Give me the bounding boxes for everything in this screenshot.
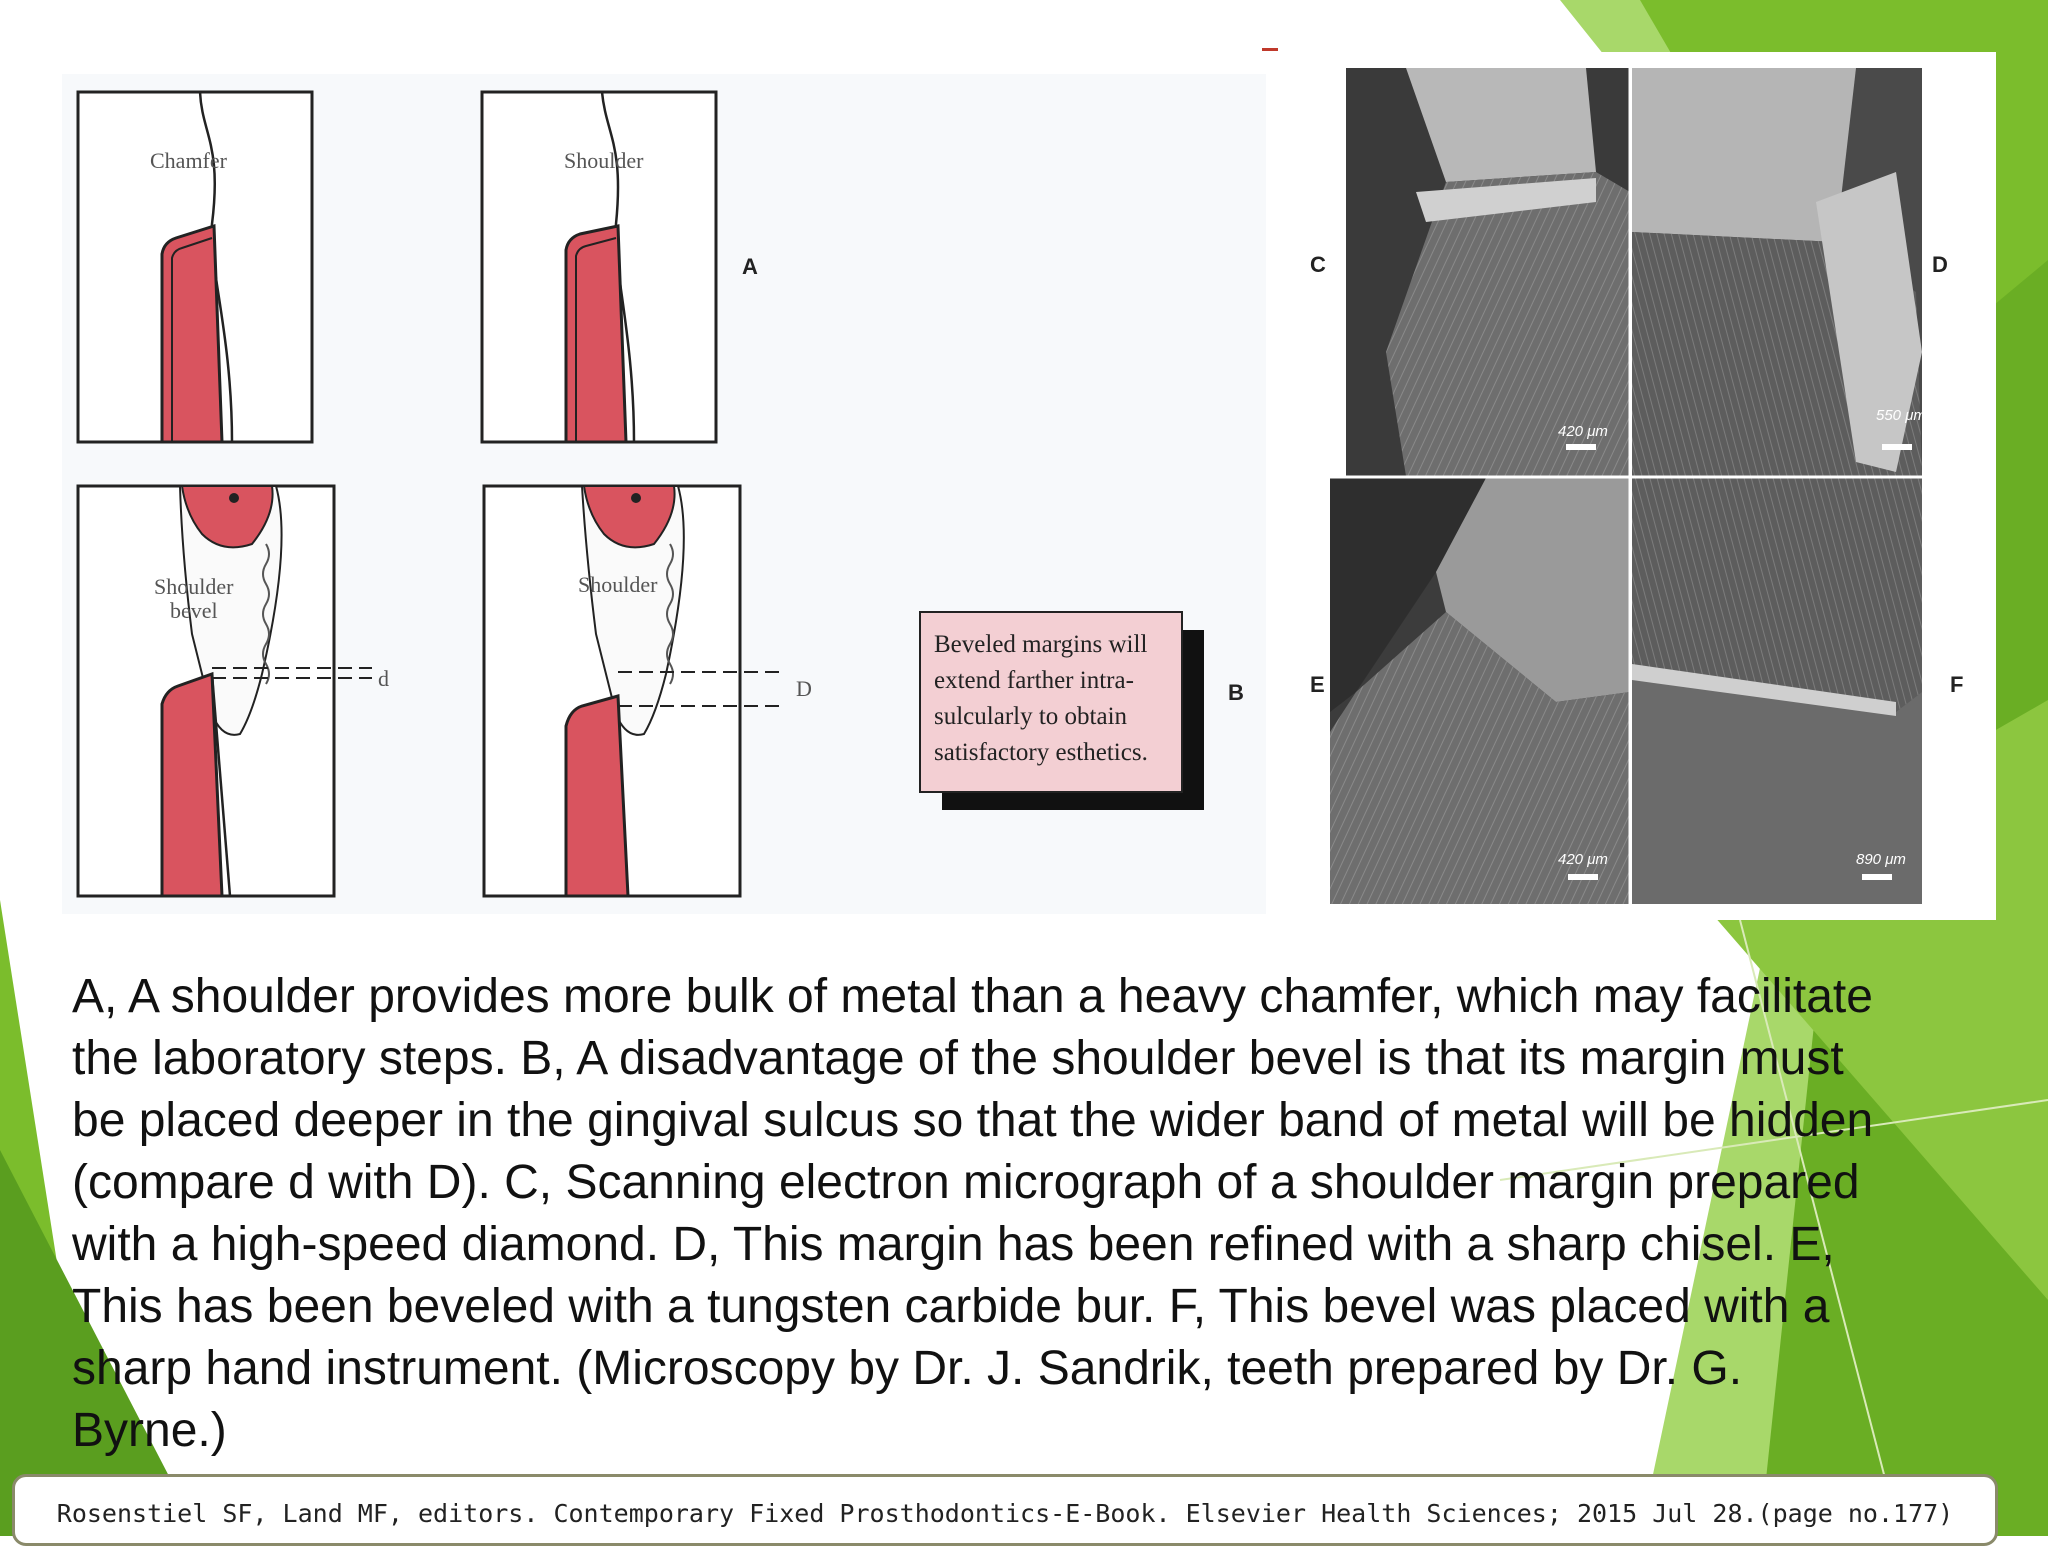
panel-letter-b: B xyxy=(1228,680,1244,705)
panel-letter-e: E xyxy=(1310,672,1325,697)
scale-label-d: 550 μm xyxy=(1876,407,1926,424)
red-dash-mark xyxy=(1262,48,1278,51)
sem-micrograph-figure xyxy=(1296,52,1996,920)
shoulder-b-panel xyxy=(484,486,812,896)
panel-letter-c: C xyxy=(1310,252,1326,277)
panel-letter-f: F xyxy=(1950,672,1964,697)
scale-label-f: 890 μm xyxy=(1856,851,1906,868)
callout-line-3: sulcularly to obtain xyxy=(934,703,1128,730)
shoulder-b-label: Shoulder xyxy=(578,572,658,597)
small-d-label: d xyxy=(378,666,389,691)
scale-label-c: 420 μm xyxy=(1558,423,1608,440)
shoulder-panel xyxy=(482,92,716,442)
chamfer-panel xyxy=(78,92,312,442)
figure-caption: A, A shoulder provides more bulk of metal than a heavy chamfer, which may facilitate the laboratory steps. B, A disadvantage of the shoulder bevel is that its margin must be placed deeper in the gingival sulcus so that the wider band of metal will be hidden (compare d with D). C, Scanning electron micrograph of a shoulder margin prepared with a high-speed diamond. D, This margin has been refined with a sharp chisel. E, This has been beveled with a tungsten carbide bur. F, This bevel was placed with a sharp hand instrument. (Microscopy by Dr. J. Sandrik, teeth prepared by Dr. G. Byrne.) xyxy=(72,970,1874,1457)
shoulder-bevel-label-2: bevel xyxy=(170,598,218,623)
sem-panel-c xyxy=(1346,68,1630,476)
panel-letter-d: D xyxy=(1932,252,1948,277)
shoulder-bevel-panel xyxy=(78,486,389,896)
callout-line-2: extend farther intra- xyxy=(934,667,1134,694)
reference-box xyxy=(12,1474,1998,1546)
callout-line-1: Beveled margins will xyxy=(934,631,1148,658)
chamfer-label: Chamfer xyxy=(150,148,227,173)
sem-micrographs xyxy=(1296,52,1996,920)
sem-panel-f xyxy=(1632,478,1922,904)
big-d-label: D xyxy=(796,676,812,701)
margin-diagram-figure xyxy=(62,74,1266,914)
sem-panel-e xyxy=(1330,478,1630,904)
shoulder-bevel-label-1: Shoulder xyxy=(154,574,234,599)
scale-label-e: 420 μm xyxy=(1558,851,1608,868)
reference-text: Rosenstiel SF, Land MF, editors. Contemporary Fixed Prosthodontics-E-Book. Elsevier Health Sciences; 2015 Jul 28.(page no.177) xyxy=(56,1499,1954,1528)
margin-diagrams xyxy=(62,74,1266,914)
shoulder-label: Shoulder xyxy=(564,148,644,173)
panel-letter-a: A xyxy=(742,254,758,279)
callout-line-4: satisfactory esthetics. xyxy=(934,739,1148,766)
callout-box xyxy=(920,612,1204,810)
sem-panel-d xyxy=(1632,68,1926,476)
